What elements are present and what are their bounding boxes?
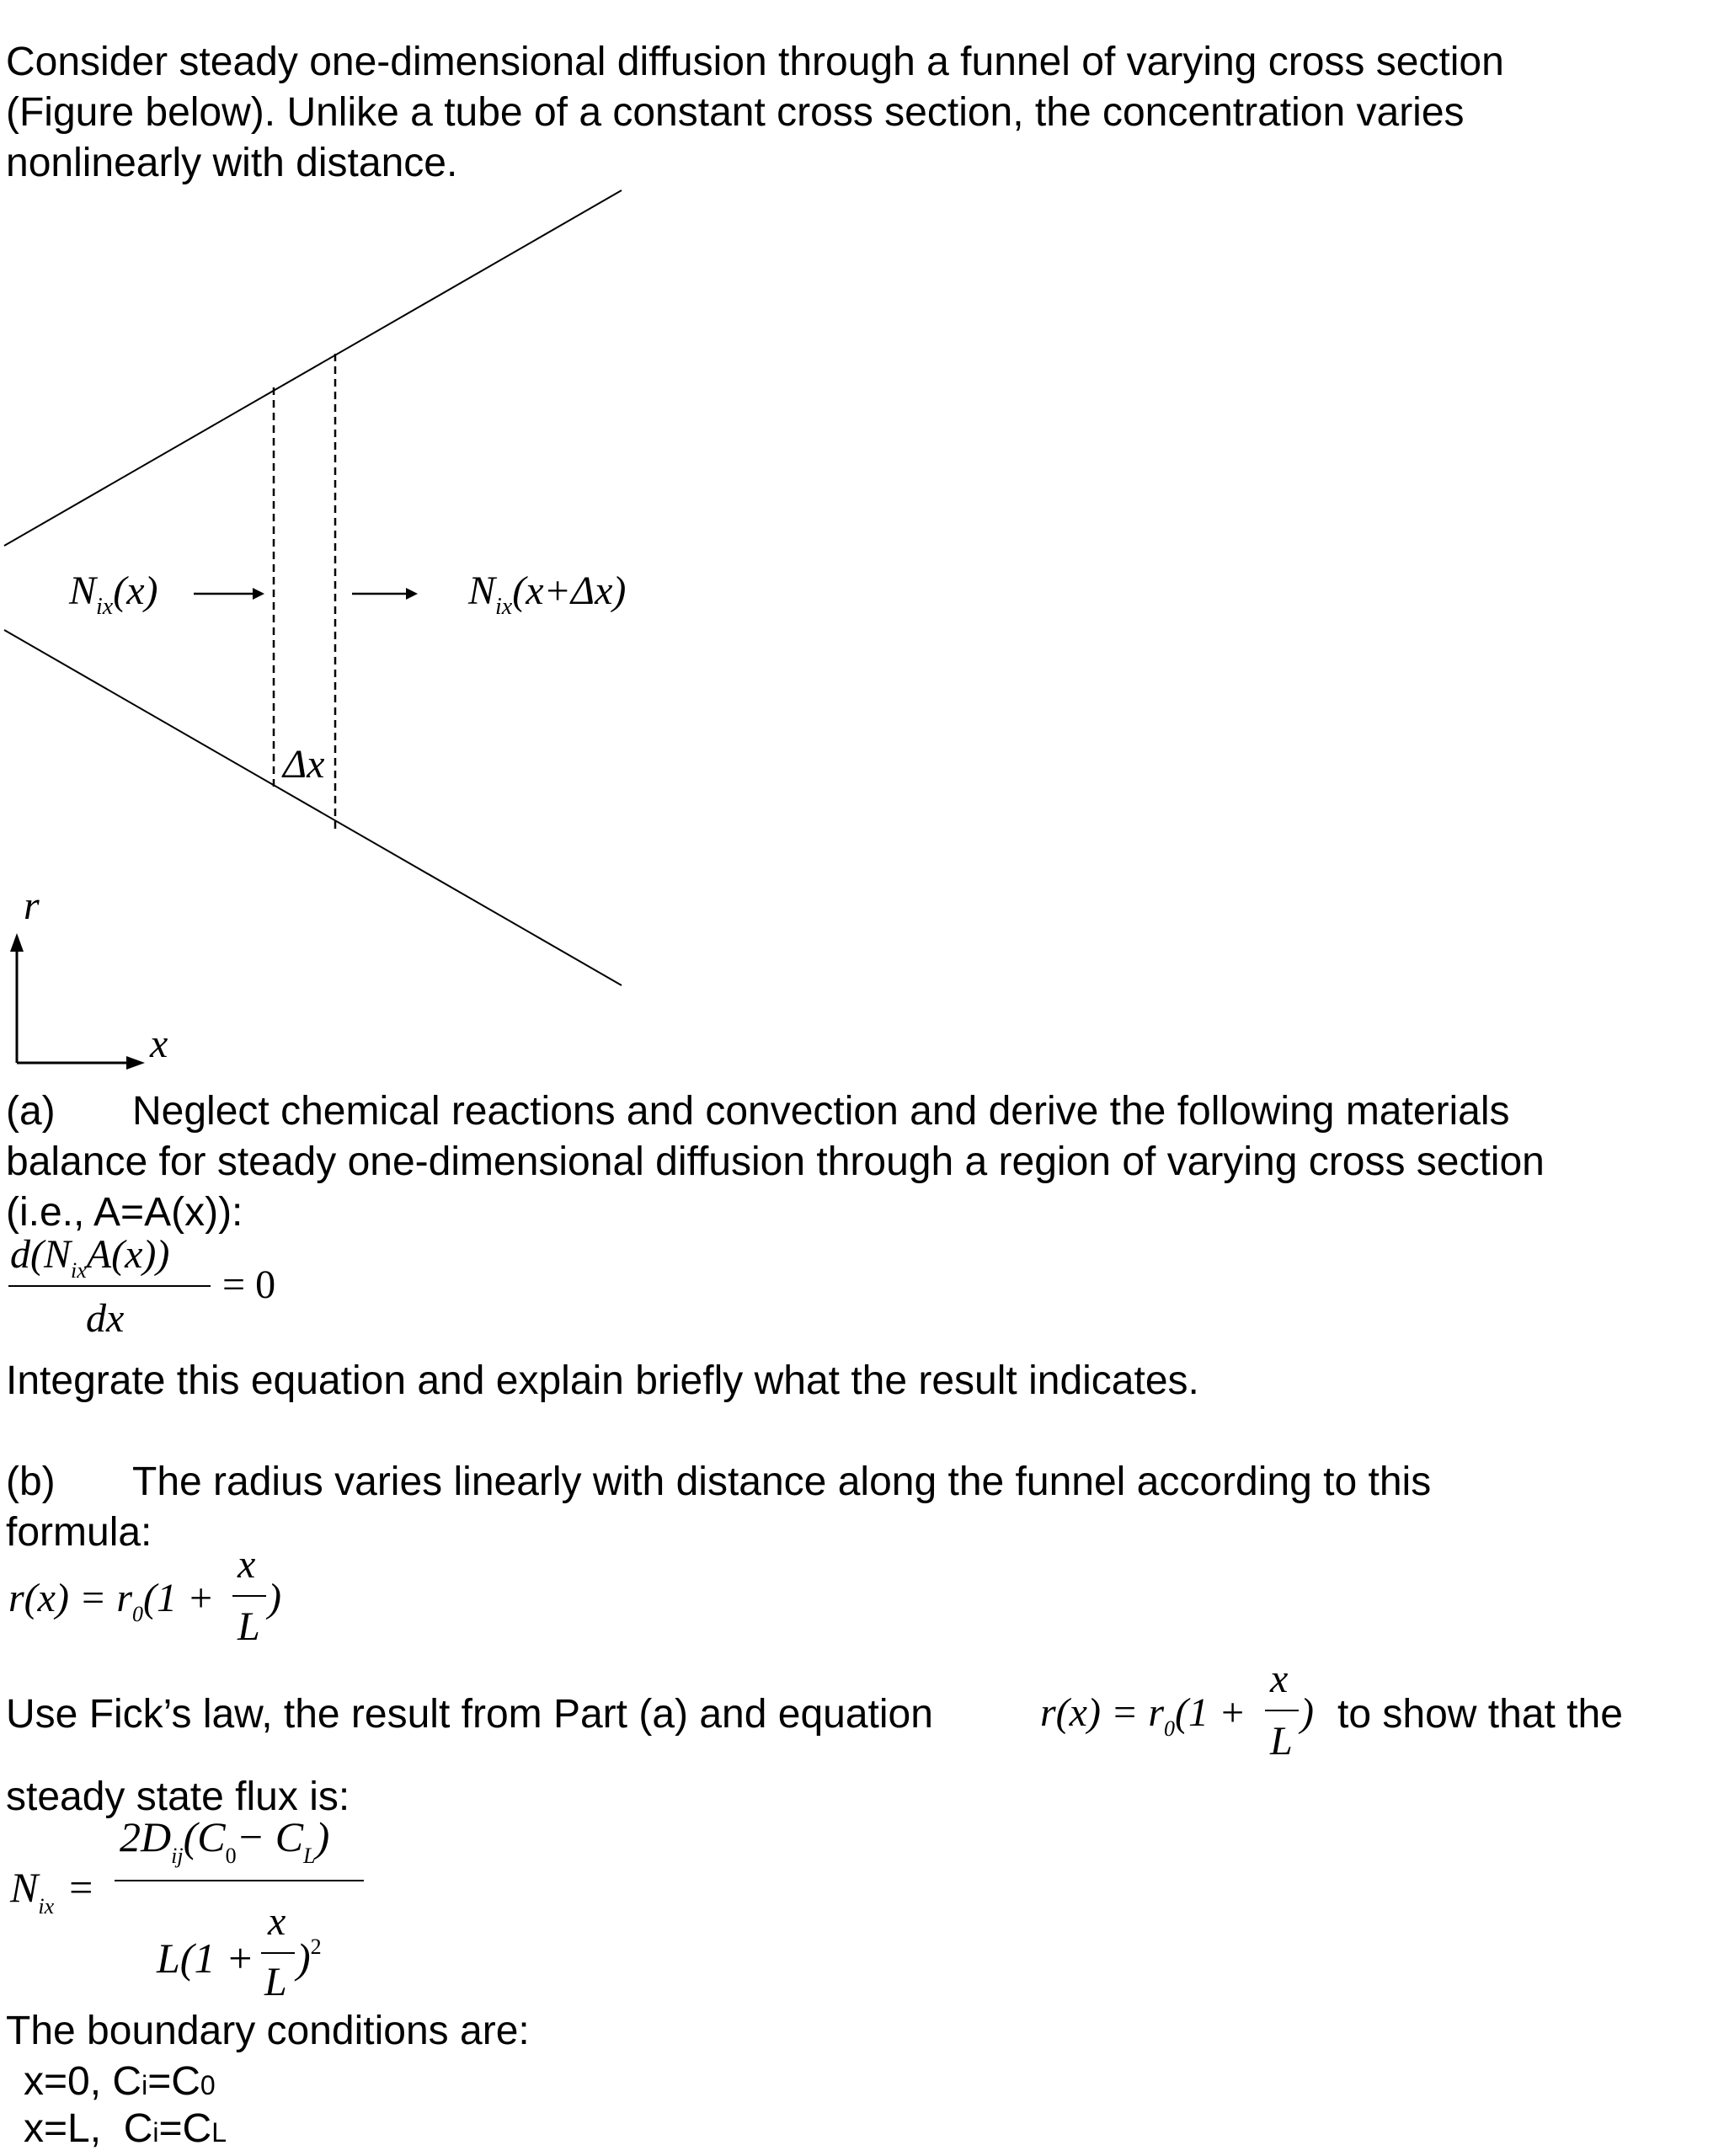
- flux-in-N: N: [69, 568, 97, 613]
- flux-den-close: [296, 1934, 322, 1990]
- bc2-sub-L: L: [211, 2117, 227, 2148]
- inline-radius-mid: (1 +: [1175, 1690, 1246, 1735]
- radius-eq-close: ): [268, 1576, 281, 1620]
- radius-frac-num: x: [238, 1542, 256, 1587]
- flux-out-arg: (x+Δx): [512, 568, 627, 613]
- bc1-eq: =C: [147, 2059, 200, 2104]
- bc1-sub-0: 0: [200, 2070, 216, 2100]
- flux-num-pre: 2D: [120, 1813, 172, 1860]
- flux-eq-N: N: [10, 1864, 39, 1911]
- inline-radius-sub: 0: [1164, 1716, 1176, 1741]
- flux-num-close: ): [315, 1813, 330, 1860]
- flux-out-label: [468, 568, 626, 621]
- radius-frac-den: L: [238, 1604, 260, 1649]
- radius-eq-mid: (1 +: [143, 1576, 215, 1620]
- bc2-eq: =C: [158, 2106, 212, 2151]
- part-b-line-1: [6, 1457, 1431, 1508]
- part-a-line-1-text: Neglect chemical reactions and convection and derive the following materials: [132, 1089, 1510, 1134]
- part-a-line-1: [6, 1086, 1510, 1137]
- radius-eq-lhs: r(x) = r: [8, 1576, 133, 1620]
- inline-frac-bar: [1265, 1710, 1299, 1711]
- bc-line-1: [24, 2058, 216, 2109]
- inline-radius-close: ): [1300, 1690, 1314, 1735]
- flux-num-sub-0: 0: [225, 1844, 237, 1868]
- use-text-post: to show that the: [1337, 1692, 1623, 1737]
- flux-den-pre: L(1 +: [157, 1935, 254, 1982]
- x-axis-label: x: [150, 1022, 168, 1066]
- flux-out-N: N: [468, 568, 496, 613]
- balance-num-post: A(x)): [86, 1232, 170, 1277]
- use-text-pre: Use Fick’s law, the result from Part (a) and equation: [6, 1692, 933, 1737]
- part-b-line-2: formula:: [6, 1510, 152, 1555]
- flux-eq-equals: =: [69, 1864, 93, 1911]
- flux-den-paren: ): [296, 1935, 311, 1982]
- part-b-label: (b): [6, 1460, 56, 1504]
- flux-num-minus: − C: [236, 1813, 304, 1860]
- flux-in-arrowhead: [253, 588, 264, 600]
- flux-den-frac-num: x: [268, 1899, 286, 1944]
- intro-line-2: (Figure below). Unlike a tube of a constant cross section, the concentration varies: [6, 90, 1465, 135]
- part-a-instruction: Integrate this equation and explain briefly what the result indicates.: [6, 1358, 1199, 1403]
- part-a-line-3: (i.e., A=A(x)):: [6, 1190, 243, 1235]
- x-axis-arrowhead: [126, 1056, 145, 1070]
- part-a-label: (a): [6, 1089, 56, 1134]
- flux-num-mid: (C: [183, 1813, 226, 1860]
- r-axis-label: r: [24, 883, 40, 928]
- flux-fraction-bar: [115, 1880, 364, 1881]
- intro-line-3: nonlinearly with distance.: [6, 141, 458, 185]
- bc2-C: C: [123, 2106, 153, 2151]
- flux-in-label: [69, 568, 158, 621]
- part-b-line-1-text: The radius varies linearly with distance along the funnel according to this: [132, 1460, 1432, 1504]
- steady-state-text: steady state flux is:: [6, 1774, 350, 1819]
- flux-den-frac-den: L: [264, 1960, 287, 2004]
- delta-x-label: Δx: [283, 742, 325, 787]
- funnel-upper-wall: [4, 190, 622, 546]
- flux-eq-numerator: [120, 1812, 329, 1869]
- bc-line-2: [24, 2105, 227, 2156]
- balance-eq-denominator: dx: [86, 1296, 125, 1341]
- radius-eq-sub: 0: [132, 1602, 144, 1626]
- intro-line-1: Consider steady one-dimensional diffusion through a funnel of varying cross section: [6, 40, 1504, 84]
- flux-out-arrowhead: [406, 588, 418, 600]
- flux-in-sub: ix: [96, 594, 114, 620]
- flux-den-exp: 2: [310, 1935, 322, 1959]
- r-axis-arrowhead: [10, 933, 24, 952]
- flux-num-sub-ij: ij: [171, 1844, 184, 1868]
- bc2-x: x=L,: [24, 2106, 102, 2151]
- bc1-x: x=0,: [24, 2059, 102, 2104]
- flux-out-sub: ix: [495, 594, 513, 620]
- balance-fraction-bar: [8, 1285, 211, 1287]
- flux-eq-lhs: [10, 1863, 93, 1919]
- balance-eq-rhs: = 0: [222, 1262, 276, 1307]
- inline-radius-eq: [1040, 1689, 1246, 1742]
- flux-in-arg: (x): [113, 568, 158, 613]
- flux-den-frac-bar: [261, 1952, 295, 1954]
- funnel-lower-wall: [4, 630, 622, 985]
- radius-frac-bar: [232, 1595, 266, 1597]
- bc1-C: C: [112, 2059, 142, 2104]
- flux-eq-N-sub: ix: [38, 1894, 55, 1919]
- flux-num-sub-L: L: [303, 1844, 316, 1868]
- bc1-sub-i: i: [141, 2070, 148, 2100]
- inline-frac-num: x: [1270, 1657, 1289, 1701]
- bc-title: The boundary conditions are:: [6, 2009, 530, 2053]
- balance-num-sub: ix: [71, 1258, 87, 1283]
- radius-eq: [8, 1575, 214, 1628]
- part-a-line-2: balance for steady one-dimensional diffusion through a region of varying cross section: [6, 1139, 1545, 1184]
- balance-eq-numerator: [10, 1231, 169, 1284]
- inline-radius-lhs: r(x) = r: [1040, 1690, 1165, 1735]
- balance-num-pre: d(N: [10, 1232, 71, 1277]
- inline-frac-den: L: [1270, 1719, 1293, 1764]
- bc2-sub-i: i: [152, 2117, 159, 2148]
